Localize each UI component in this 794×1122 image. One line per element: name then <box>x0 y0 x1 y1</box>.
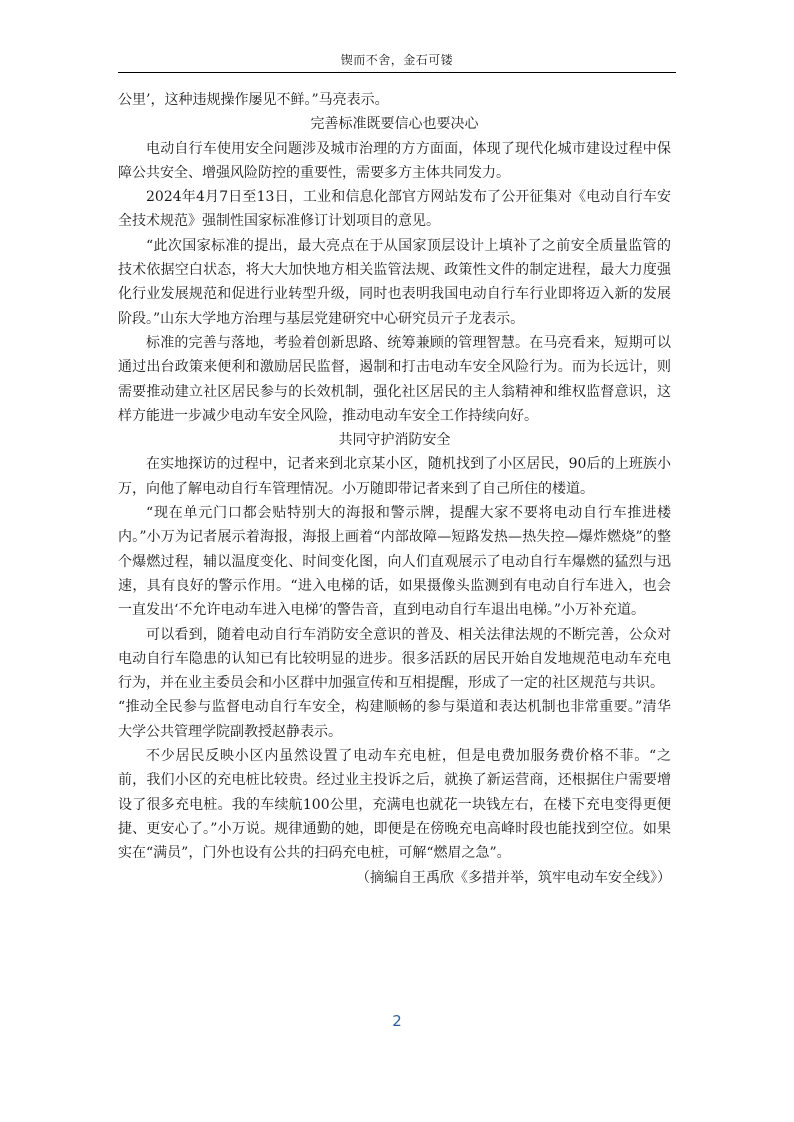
page-number: 2 <box>392 1012 402 1030</box>
article-body <box>118 88 671 890</box>
source-citation: （摘编自王禹欣《多措并举，筑牢电动车安全线》） <box>356 869 671 886</box>
header-rule <box>118 72 676 73</box>
paragraph: 在实地探访的过程中，记者来到北京某小区，随机找到了小区居民，90后的上班族小万，向他了解电动自行车管理情况。小万随即带记者来到了自己所住的楼道。 <box>118 456 671 497</box>
paragraph: 可以看到，随着电动自行车消防安全意识的普及、相关法律法规的不断完善，公众对电动自行车隐患的认知已有比较明显的进步。很多活跃的居民开始自发地规范电动车充电行为，并在业主委员会和小区群中加强宣传和互相提醒，形成了一定的社区规范与共识。 <box>118 626 671 692</box>
paragraph: 电动自行车使用安全问题涉及城市治理的方方面面，体现了现代化城市建设过程中保障公共安全、增强风险防控的重要性，需要多方主体共同发力。 <box>118 140 671 181</box>
paragraph: “现在单元门口都会贴特别大的海报和警示牌，提醒大家不要将电动自行车推进楼内。”小万为记者展示着海报，海报上画着“内部故障—短路发热—热失控—爆炸燃烧”的整个爆燃过程，辅以温度变化、时间变化图，向人们直观展示了电动自行车爆燃的猛烈与迅速，具有良好的警示作用。“进入电梯的话，如果摄像头监测到有电动自行车进入，也会一直发出‘不允许电动车进入电梯’的警告音，直到电动自行车退出电梯。”小万补充道。 <box>118 505 671 619</box>
section-heading-standards: 完善标准既要信心也要决心 <box>310 116 479 133</box>
continued-paragraph: 公里’，这种违规操作屡见不鲜。”马亮表示。 <box>118 92 389 108</box>
running-header: 锲而不舍，金石可镂 <box>340 53 454 67</box>
paragraph: 标准的完善与落地，考验着创新思路、统筹兼顾的管理智慧。在马亮看来，短期可以通过出台政策来便利和激励居民监督，遏制和打击电动车安全风险行为。而为长远计，则需要推动建立社区居民参与的长效机制，强化社区居民的主人翁精神和维权监督意识，这样方能进一步减少电动车安全风险，推动电动车安全工作持续向好。 <box>118 334 671 424</box>
paragraph: 2024年4月7日至13日，工业和信息化部官方网站发布了公开征集对《电动自行车安全技术规范》强制性国家标准修订计划项目的意见。 <box>118 189 671 230</box>
paragraph: “此次国家标准的提出，最大亮点在于从国家顶层设计上填补了之前安全质量监管的技术依据空白状态，将大大加快地方相关监管法规、政策性文件的制定进程，最大力度强化行业发展规范和促进行业转型升级，同时也表明我国电动自行车行业即将迈入新的发展阶段。”山东大学地方治理与基层党建研究中心研究员亓子龙表示。 <box>118 237 671 327</box>
section-heading-fire-safety: 共同守护消防安全 <box>338 432 451 449</box>
paragraph: “推动全民参与监督电动自行车安全，构建顺畅的参与渠道和表达机制也非常重要。”清华大学公共管理学院副教授赵静表示。 <box>118 699 671 740</box>
paragraph: 不少居民反映小区内虽然设置了电动车充电桩，但是电费加服务费价格不菲。“之前，我们小区的充电桩比较贵。经过业主投诉之后，就换了新运营商，还根据住户需要增设了很多充电桩。我的车续航100公里，充满电也就花一块钱左右，在楼下充电变得更便捷、更安心了。”小万说。规律通勤的她，即便是在傍晚充电高峰时段也能找到空位。如果实在“满员”，门外也设有公共的扫码充电桩，可解“燃眉之急”。 <box>118 748 671 862</box>
